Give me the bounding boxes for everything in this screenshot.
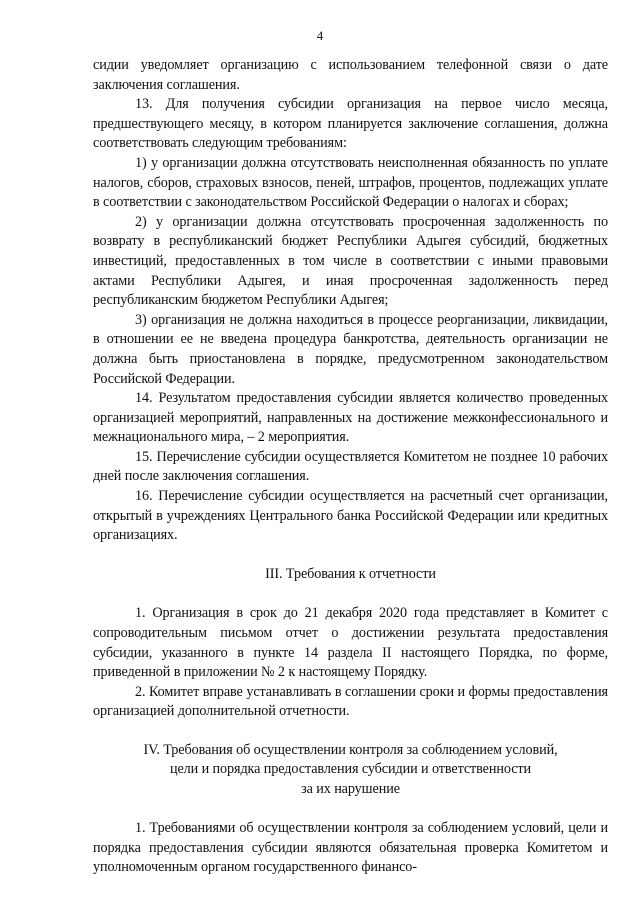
section-4-heading-line-3: за их нарушение [301,780,400,797]
paragraph-13-item-3: 3) организация не должна находиться в процессе реорганизации, ликвидации, в отношении ее не введена процедура банкротства, деятельность организации не должна быть приостановлена в порядке, предусмотренном законодательством Российской Федерации. [93,311,608,387]
section-4-heading-line-1: IV. Требования об осуществлении контроля за соблюдением условий, [143,742,558,758]
paragraph-15: 15. Перечисление субсидии осуществляется Комитетом не позднее 10 рабочих дней после заключения соглашения. [93,448,608,485]
section-4-heading-line-2: цели и порядка предоставления субсидии и ответственности [169,761,531,778]
paragraph-continuation: сидии уведомляет организацию с использованием телефонной связи о дате заключения соглашения. [93,57,608,93]
paragraph-13-item-1: 1) у организации должна отсутствовать неисполненная обязанность по уплате налогов, сборов, страховых взносов, пеней, штрафов, процентов, подлежащих уплате в соответствии с законодательством Российской Федерации о налогах и сборах; [93,154,608,211]
section-3-paragraph-2: 2. Комитет вправе устанавливать в соглашении сроки и формы предоставления организацией дополнительной отчетности. [93,683,608,720]
document-body [93,56,608,878]
page-number: 4 [316,28,324,43]
paragraph-16: 16. Перечисление субсидии осуществляется на расчетный счет организации, открытый в учреждениях Центрального банка Российской Федерации или кредитных организациях. [93,488,608,544]
paragraph-13: 13. Для получения субсидии организация на первое число месяца, предшествующего месяцу, в котором планируется заключение соглашения, должна соответствовать следующим требованиям: [93,96,608,152]
paragraph-13-item-2: 2) у организации должна отсутствовать просроченная задолженность по возврату в республиканский бюджет Республики Адыгея субсидий, бюджетных инвестиций, предоставленных в том числе в соответствии с иными правовыми актами Республики Адыгея, и иная просроченная задолженность перед республиканским бюджетом Республики Адыгея; [93,213,608,309]
section-3-heading: III. Требования к отчетности [265,565,436,582]
section-4-paragraph-1: 1. Требованиями об осуществлении контроля за соблюдением условий, цели и порядка предоставления субсидии являются обязательная проверка Комитетом и уполномоченным органом государственного финансо- [93,820,608,876]
section-4-heading [93,741,608,799]
section-3-paragraph-1: 1. Организация в срок до 21 декабря 2020 года представляет в Комитет с сопроводительным письмом отчет о достижении результата предоставления субсидии, указанного в пункте 14 раздела II настоящего Порядка, по форме, приведенной в приложении № 2 к настоящему Порядку. [93,605,608,681]
paragraph-14: 14. Результатом предоставления субсидии является количество проведенных организацией мероприятий, направленных на достижение межконфессионального и межнационального мира, – 2 мероприятия. [93,390,608,446]
